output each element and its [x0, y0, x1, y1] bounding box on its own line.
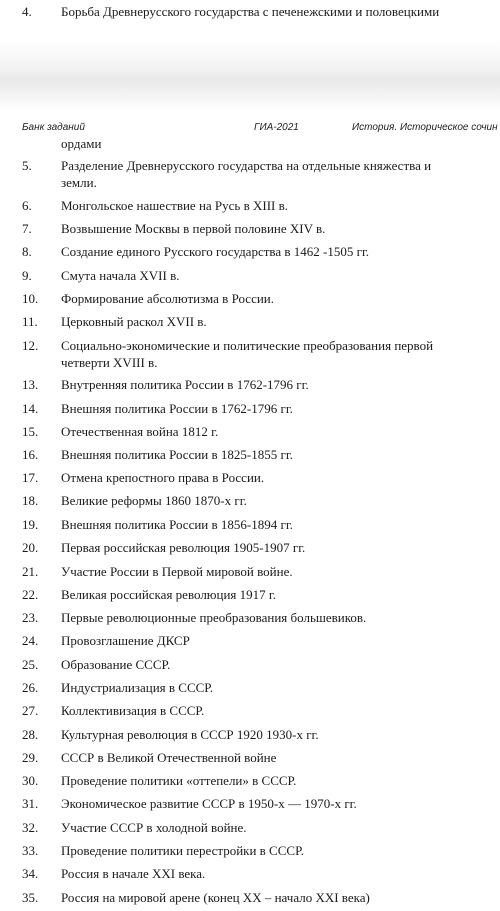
item-number: 8.: [22, 244, 32, 259]
item-text: Первая российская революция 1905-1907 гг.: [61, 540, 306, 555]
item-number: 12.: [22, 338, 39, 353]
item-number: 22.: [22, 587, 39, 602]
item-number: 32.: [22, 820, 39, 835]
item-number: 20.: [22, 540, 39, 555]
item-text: Образование СССР.: [61, 657, 171, 672]
item-text: Внутренняя политика России в 1762-1796 гг.: [61, 377, 309, 392]
item-number: 11.: [22, 314, 38, 329]
item-text: Отечественная война 1812 г.: [61, 424, 219, 439]
item-text: Внешняя политика России в 1825-1855 гг.: [61, 447, 293, 462]
item-text: Борьба Древнерусского государства с печенежскими и половецкими: [61, 4, 440, 19]
item-number: 34.: [22, 866, 39, 881]
item-text: Формирование абсолютизма в России.: [61, 291, 275, 306]
item-text: Великая российская революция 1917 г.: [61, 587, 277, 602]
item-number: 29.: [22, 750, 39, 765]
item-text: Экономическое развитие СССР в 1950-х — 1970-х гг.: [61, 796, 357, 811]
item-number: 18.: [22, 493, 39, 508]
item-text: Отмена крепостного права в России.: [61, 470, 265, 485]
item-number: 19.: [22, 517, 39, 532]
item-number: 4.: [22, 4, 32, 19]
header-center: ГИА-2021: [254, 122, 299, 133]
item-number: 28.: [22, 727, 39, 742]
item-number: 5.: [22, 158, 32, 173]
item-number: 25.: [22, 657, 39, 672]
item-text: Проведение политики «оттепели» в СССР.: [61, 773, 297, 788]
item-text: Культурная революция в СССР 1920 1930-х гг.: [61, 727, 319, 742]
item-number: 33.: [22, 843, 39, 858]
item-text: Участие России в Первой мировой войне.: [61, 564, 293, 579]
item-text: Первые революционные преобразования большевиков.: [61, 610, 367, 625]
item-number: 23.: [22, 610, 39, 625]
header-left: Банк заданий: [22, 122, 85, 133]
item-number: 14.: [22, 401, 39, 416]
item-number: 26.: [22, 680, 39, 695]
item-number: 31.: [22, 796, 39, 811]
item-number: 24.: [22, 633, 39, 648]
item-text: Проведение политики перестройки в СССР.: [61, 843, 304, 858]
item-text: Смута начала XVII в.: [61, 268, 180, 283]
item-text: Монгольское нашествие на Русь в XIII в.: [61, 198, 289, 213]
item-number: 27.: [22, 703, 39, 718]
item-text: Возвышение Москвы в первой половине XIV в.: [61, 221, 326, 236]
item-number: 7.: [22, 221, 32, 236]
item-text: Россия в начале XXI века.: [61, 866, 206, 881]
item-text: земли.: [61, 175, 97, 190]
item-text: Индустриализация в СССР.: [61, 680, 214, 695]
item-number: 6.: [22, 198, 32, 213]
item-number: 10.: [22, 291, 39, 306]
item-number: 35.: [22, 890, 39, 905]
item-text: Россия на мировой арене (конец XX – начало XXI века): [61, 890, 370, 905]
page-gap: [0, 40, 500, 110]
item-text: Участие СССР в холодной войне.: [61, 820, 247, 835]
item-text: ордами: [61, 136, 102, 151]
header-right: История. Историческое сочин: [352, 122, 498, 133]
item-number: 16.: [22, 447, 39, 462]
item-number: 17.: [22, 470, 39, 485]
item-text: Социально-экономические и политические преобразования первой: [61, 338, 434, 353]
item-number: 13.: [22, 377, 39, 392]
item-text: Внешняя политика России в 1856-1894 гг.: [61, 517, 293, 532]
item-number: 15.: [22, 424, 39, 439]
item-text: Великие реформы 1860 1870-х гг.: [61, 493, 247, 508]
item-text: Церковный раскол XVII в.: [61, 314, 207, 329]
item-text: Внешняя политика России в 1762-1796 гг.: [61, 401, 293, 416]
item-text: Коллективизация в СССР.: [61, 703, 205, 718]
item-text: четверти XVIII в.: [61, 355, 158, 370]
item-text: Провозглашение ДКСР: [61, 633, 190, 648]
item-text: СССР в Великой Отечественной войне: [61, 750, 277, 765]
item-number: 21.: [22, 564, 39, 579]
item-text: Разделение Древнерусского государства на отдельные княжества и: [61, 158, 432, 173]
page-header: [0, 122, 500, 136]
item-text: Создание единого Русского государства в 1462 -1505 гг.: [61, 244, 370, 259]
item-number: 30.: [22, 773, 39, 788]
item-number: 9.: [22, 268, 32, 283]
